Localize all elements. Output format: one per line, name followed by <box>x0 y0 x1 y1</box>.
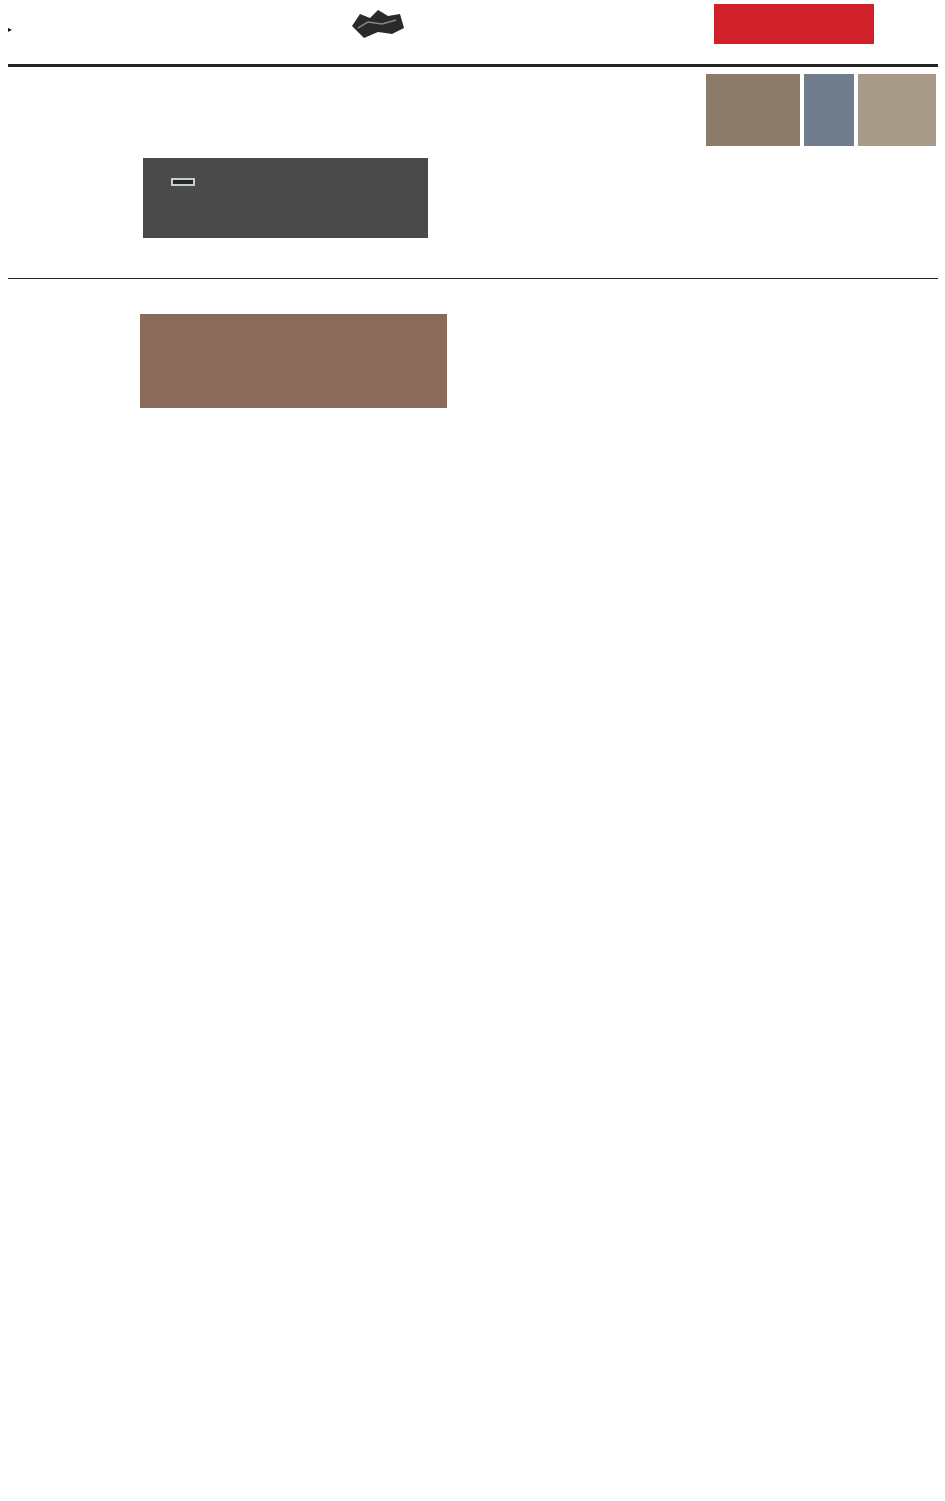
brand-logo <box>714 4 874 44</box>
vajpayee-headline <box>706 148 938 170</box>
lead-col-2 <box>143 242 233 274</box>
vajpayee-photo-3 <box>858 74 936 146</box>
pishvi-col-2 <box>140 412 240 484</box>
lead-col-4 <box>335 242 428 274</box>
epaper-link[interactable]: ▸ <box>8 25 13 34</box>
pishvi-col-3b <box>350 412 447 484</box>
page-number <box>883 4 929 44</box>
lead-col-6 <box>568 158 696 274</box>
lead-headline <box>8 104 698 152</box>
lead-col-3 <box>238 242 330 274</box>
lead-col-5 <box>433 158 563 274</box>
lead-photo-office-sign <box>143 158 428 238</box>
pishvi-col-3 <box>244 412 344 484</box>
vajpayee-col-2 <box>822 172 936 276</box>
district-map-logo <box>348 4 408 44</box>
lead-kicker <box>8 72 698 100</box>
vajpayee-photo-2 <box>804 74 854 146</box>
masthead <box>8 4 938 64</box>
pishvi-col-1 <box>8 314 136 482</box>
pishvi-photo-bus <box>140 314 447 408</box>
masthead-rule <box>8 64 938 67</box>
lead-col-1 <box>20 158 138 270</box>
vajpayee-photo-1 <box>706 74 800 146</box>
pishvi-headline <box>8 282 590 310</box>
vajpayee-col-1 <box>706 172 818 276</box>
